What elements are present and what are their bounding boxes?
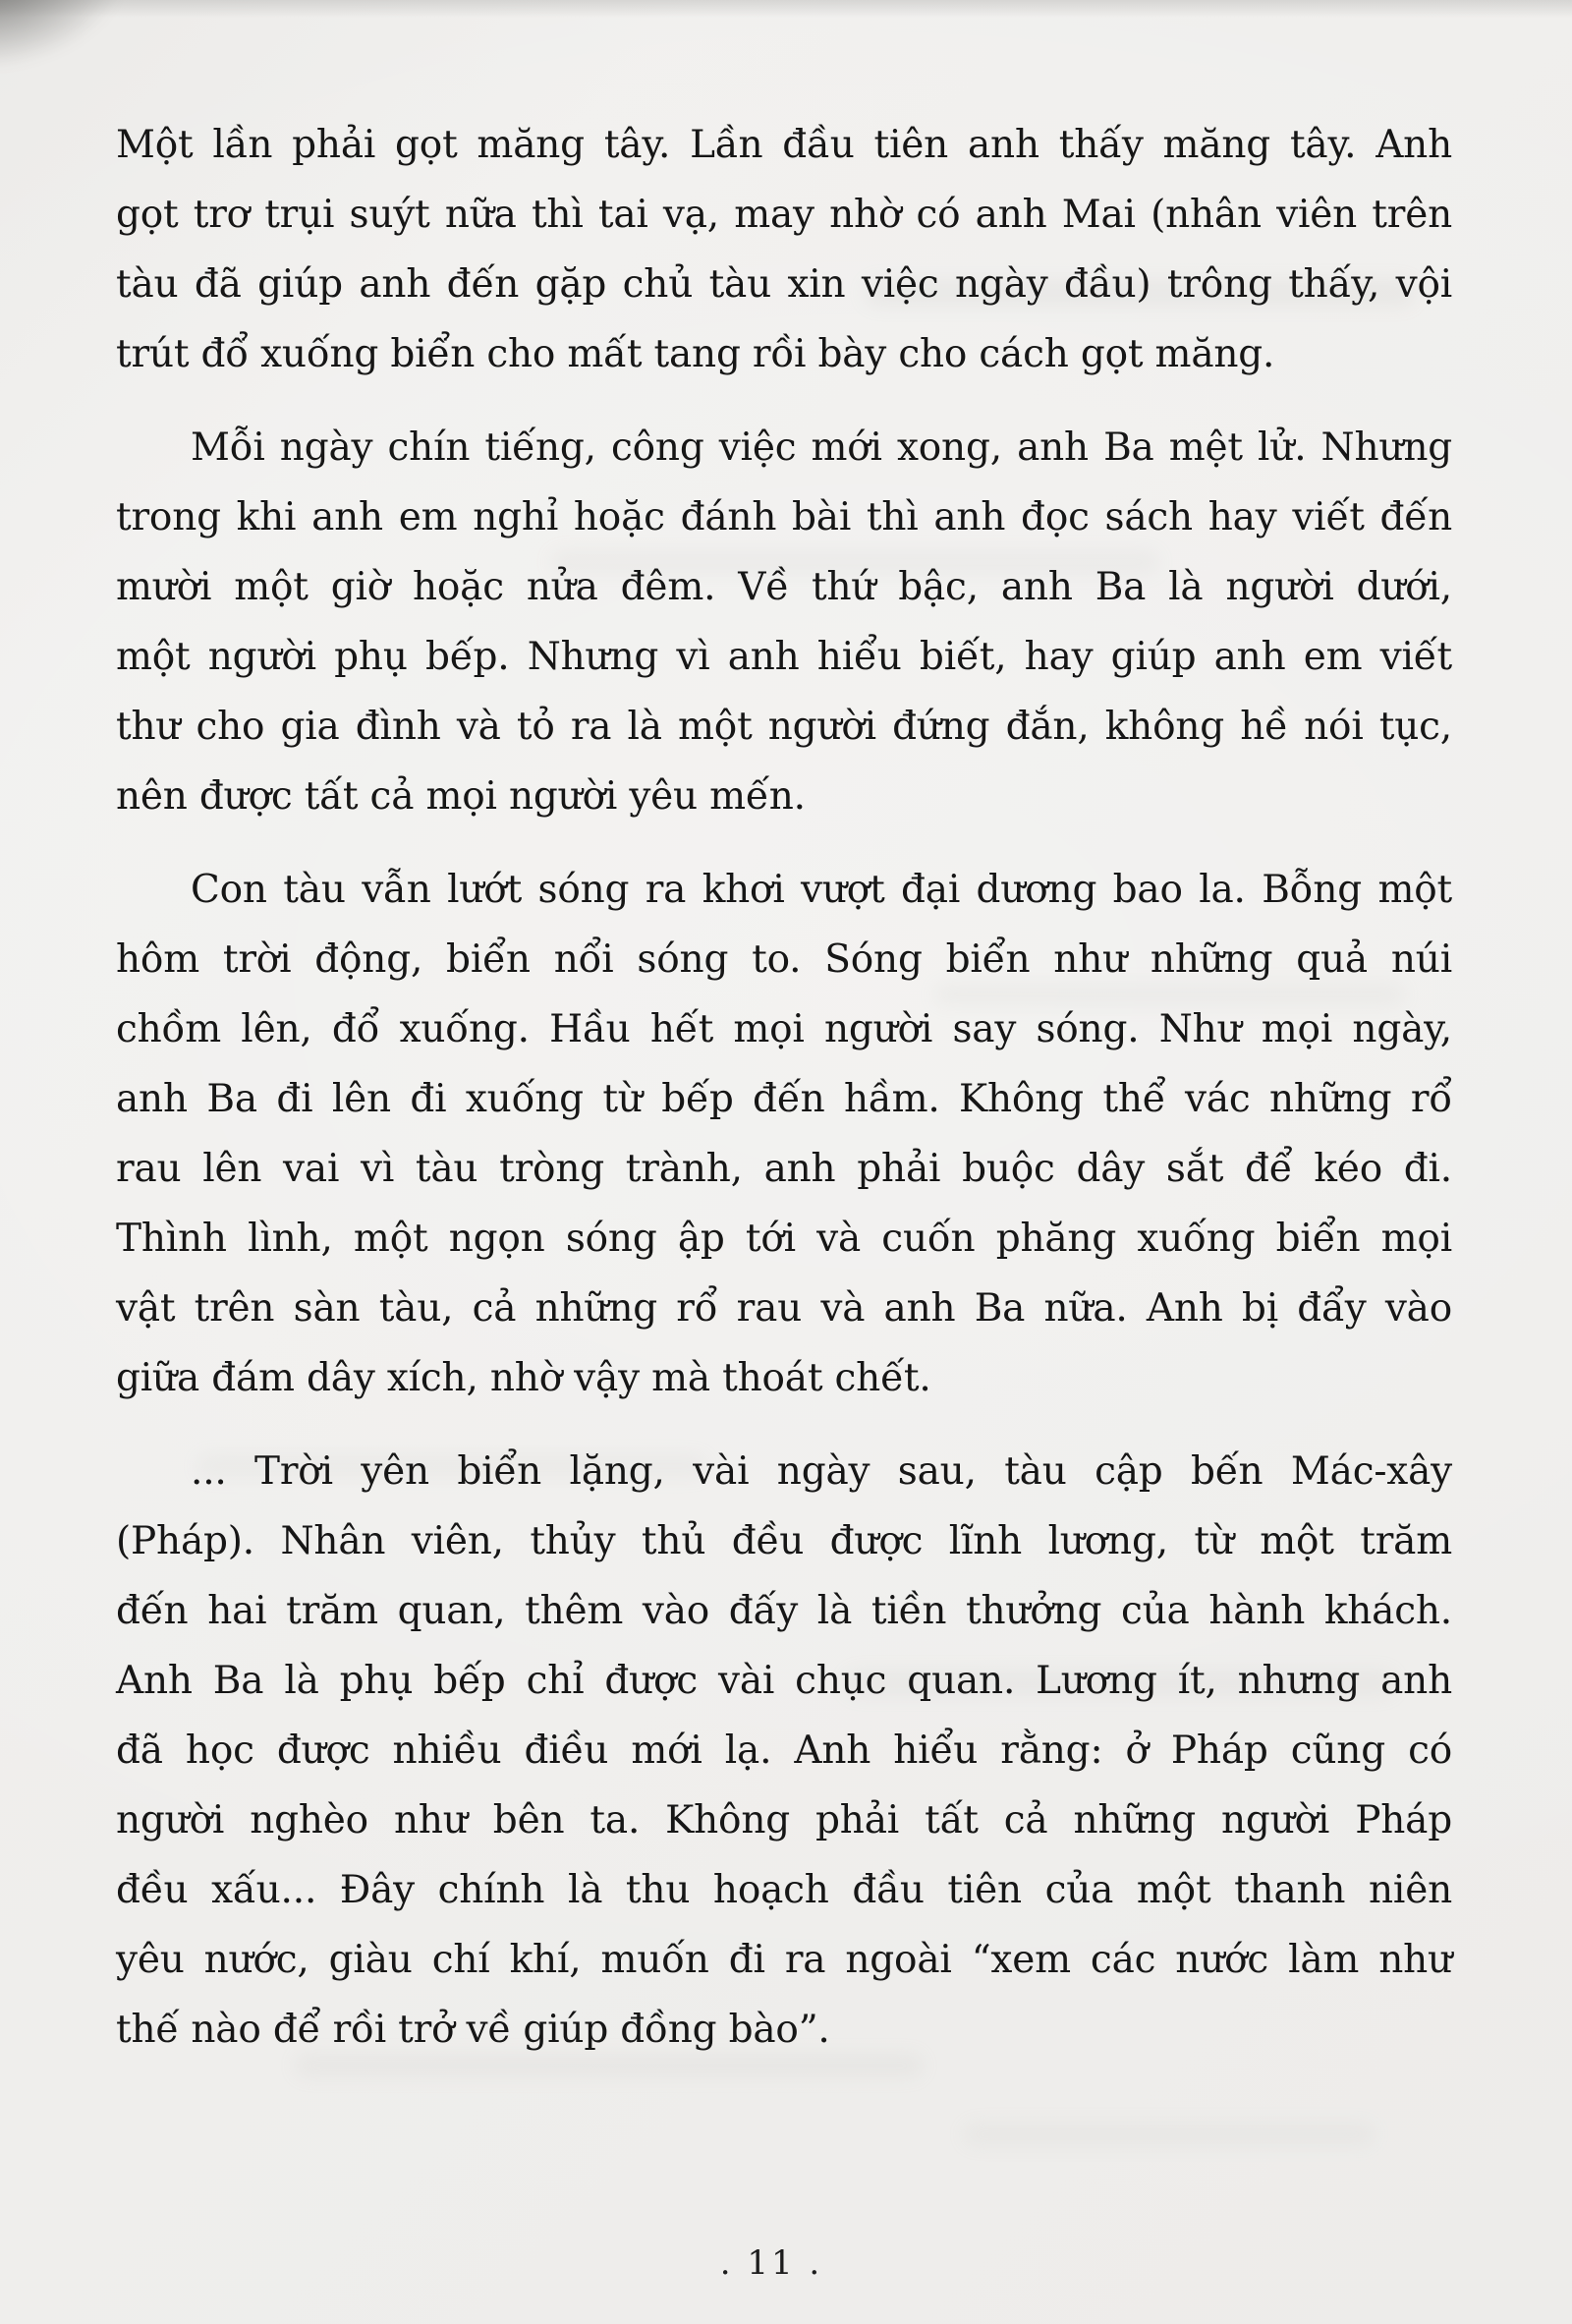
paragraph-2: [116, 413, 1452, 831]
text-line: ... Trời yên biển lặng, vài ngày sau, tàu cập bến Mác-xây: [191, 1449, 1452, 1494]
text-line: tàu đã giúp anh đến gặp chủ tàu xin việc ngày đầu) trông thấy, vội: [116, 262, 1452, 307]
text-line: vật trên sàn tàu, cả những rổ rau và anh Ba nữa. Anh bị đẩy vào: [116, 1286, 1452, 1331]
text-line: người nghèo như bên ta. Không phải tất cả những người Pháp: [116, 1798, 1452, 1842]
text-line: Con tàu vẫn lướt sóng ra khơi vượt đại dương bao la. Bỗng một: [191, 868, 1452, 912]
page-text-block: [116, 110, 1452, 2065]
text-line: thế nào để rồi trở về giúp đồng bào”.: [116, 2008, 830, 2052]
text-line: đều xấu... Đây chính là thu hoạch đầu tiên của một thanh niên: [116, 1868, 1452, 1912]
text-line: chồm lên, đổ xuống. Hầu hết mọi người say sóng. Như mọi ngày,: [116, 1007, 1452, 1051]
text-line: một người phụ bếp. Nhưng vì anh hiểu biết, hay giúp anh em viết: [116, 635, 1452, 679]
text-line: Một lần phải gọt măng tây. Lần đầu tiên anh thấy măng tây. Anh: [116, 123, 1452, 167]
text-line: gọt trơ trụi suýt nữa thì tai vạ, may nhờ có anh Mai (nhân viên trên: [116, 193, 1452, 237]
text-line: thư cho gia đình và tỏ ra là một người đứng đắn, không hề nói tục,: [116, 705, 1452, 749]
text-line: giữa đám dây xích, nhờ vậy mà thoát chết.: [116, 1356, 931, 1400]
text-line: trong khi anh em nghỉ hoặc đánh bài thì anh đọc sách hay viết đến: [116, 495, 1452, 539]
text-line: Thình lình, một ngọn sóng ập tới và cuốn phăng xuống biển mọi: [116, 1217, 1452, 1261]
ink-bleed-through-artifact: [963, 2123, 1376, 2146]
text-line: Anh Ba là phụ bếp chỉ được vài chục quan. Lương ít, nhưng anh: [116, 1659, 1452, 1703]
text-line: mười một giờ hoặc nửa đêm. Về thứ bậc, anh Ba là người dưới,: [116, 565, 1452, 609]
text-line: trút đổ xuống biển cho mất tang rồi bày cho cách gọt măng.: [116, 332, 1275, 376]
paragraph-3: [116, 855, 1452, 1413]
text-line: rau lên vai vì tàu tròng trành, anh phải buộc dây sắt để kéo đi.: [116, 1147, 1452, 1191]
paragraph-4: [116, 1437, 1452, 2065]
text-line: (Pháp). Nhân viên, thủy thủ đều được lĩnh lương, từ một trăm: [116, 1519, 1452, 1563]
text-line: nên được tất cả mọi người yêu mến.: [116, 774, 806, 819]
page-number: . 11 .: [719, 2243, 823, 2283]
text-line: đến hai trăm quan, thêm vào đấy là tiền thưởng của hành khách.: [116, 1589, 1452, 1633]
text-line: anh Ba đi lên đi xuống từ bếp đến hầm. Không thể vác những rổ: [116, 1077, 1452, 1121]
scan-edge-shade-artifact: [0, 0, 1572, 18]
text-line: Mỗi ngày chín tiếng, công việc mới xong, anh Ba mệt lử. Nhưng: [191, 425, 1452, 470]
paragraph-1: [116, 110, 1452, 389]
text-line: đã học được nhiều điều mới lạ. Anh hiểu rằng: ở Pháp cũng có: [116, 1729, 1452, 1773]
text-line: yêu nước, giàu chí khí, muốn đi ra ngoài “xem các nước làm như: [116, 1938, 1452, 1982]
text-line: hôm trời động, biển nổi sóng to. Sóng biển như những quả núi: [116, 937, 1452, 982]
